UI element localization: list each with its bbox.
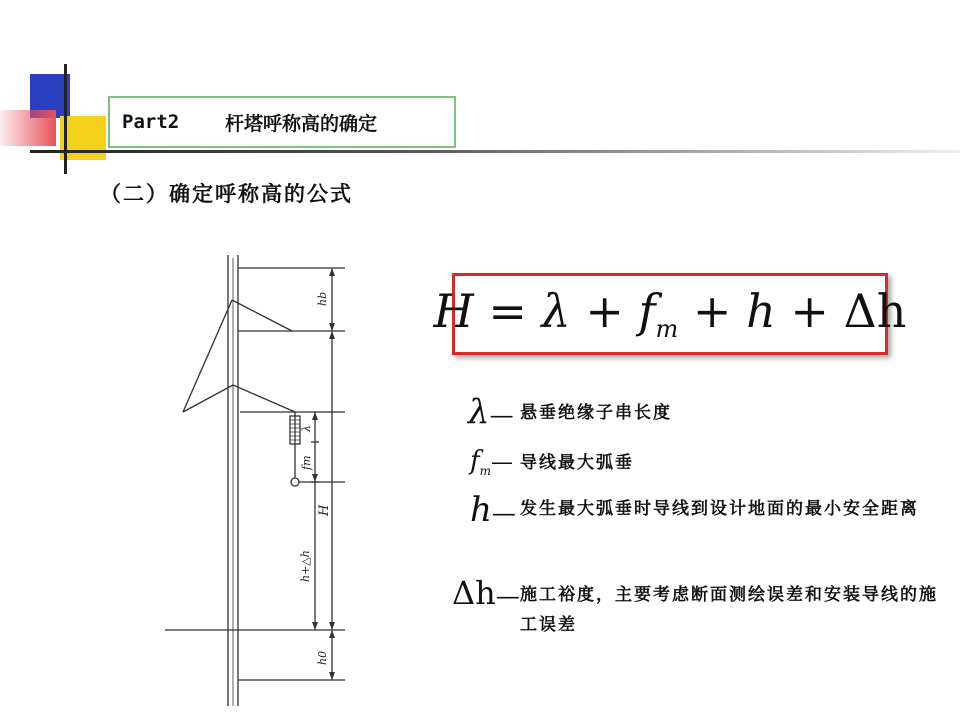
subtitle: （二）确定呼称高的公式: [100, 181, 353, 206]
conductor-point: [291, 478, 299, 486]
section-title: 杆塔呼称高的确定: [224, 112, 377, 135]
def-h-text: 发生最大弧垂时导线到设计地面的最小安全距离: [520, 499, 919, 519]
crossarm-top-upper: [232, 300, 292, 331]
label-H: H: [317, 504, 332, 516]
formula: $H = \lambda + f_m + h + \Delta h$: [433, 284, 907, 344]
formula-box: [433, 273, 907, 355]
label-fm: fm: [300, 455, 313, 470]
def-fm-symbol: $f_m—$: [470, 446, 514, 479]
label-lambda: λ: [300, 425, 313, 432]
def-fm-text: 导线最大弧垂: [520, 453, 634, 473]
label-h-dh: h+△h: [299, 550, 312, 582]
label-hb: hb: [316, 291, 329, 306]
label-h0: h0: [316, 650, 329, 665]
def-h-symbol: h—: [470, 490, 516, 530]
def-lambda-symbol: λ—: [468, 392, 514, 432]
def-delta-h-text: 施工裕度，主要考虑断面测绘误差和安装导线的施工误差: [520, 585, 938, 635]
def-lambda-text: 悬垂绝缘子串长度: [520, 403, 672, 423]
part-label: Part2: [122, 111, 180, 133]
def-delta-h-symbol: Δh—: [452, 574, 520, 612]
